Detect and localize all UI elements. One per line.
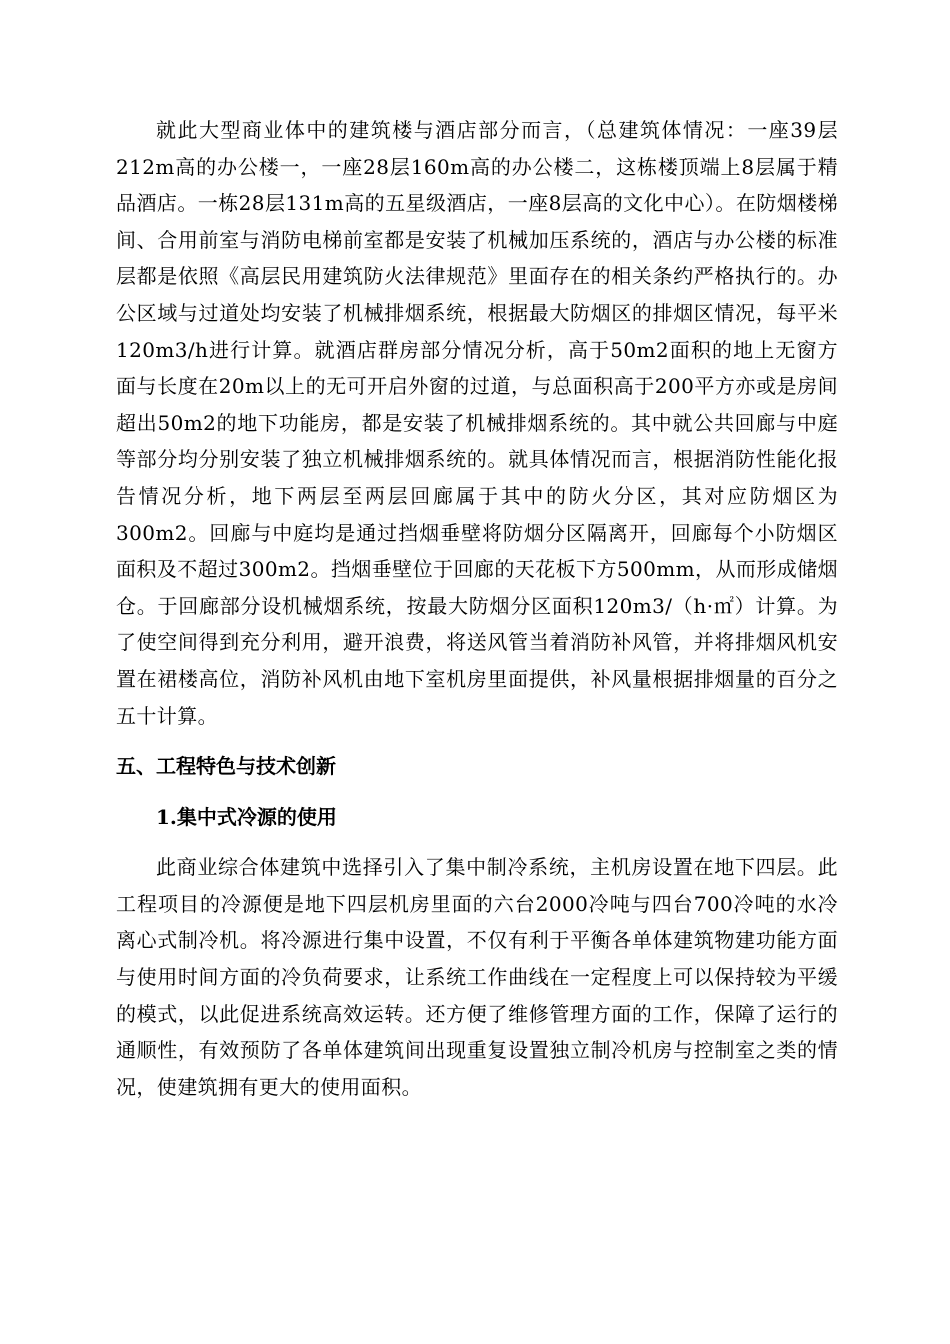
page-content xyxy=(116,112,838,1105)
body-paragraph-smoke-control: 就此大型商业体中的建筑楼与酒店部分而言，（总建筑体情况：一座39层212m高的办公楼一，一座28层160m高的办公楼二，这栋楼顶端上8层属于精品酒店。一栋28层131m高的五星级酒店，一座8层高的文化中心）。在防烟楼梯间、合用前室与消防电梯前室都是安装了机械加压系统的，酒店与办公楼的标准层都是依照《高层民用建筑防火法律规范》里面存在的相关条约严格执行的。办公区域与过道处均安装了机械排烟系统，根据最大防烟区的排烟区情况，每平米120m3/h进行计算。就酒店群房部分情况分析，高于50m2面积的地上无窗方面与长度在20m以上的无可开启外窗的过道，与总面积高于200平方亦或是房间超出50m2的地下功能房，都是安装了机械排烟系统的。其中就公共回廊与中庭等部分均分别安装了独立机械排烟系统的。就具体情况而言，根据消防性能化报告情况分析，地下两层至两层回廊属于其中的防火分区，其对应防烟区为300m2。回廊与中庭均是通过挡烟垂壁将防烟分区隔离开，回廊每个小防烟区面积及不超过300m2。挡烟垂壁位于回廊的天花板下方500mm，从而形成储烟仓。于回廊部分设机械烟系统，按最大防烟分区面积120m3/（h·㎡）计算。为了使空间得到充分利用，避开浪费，将送风管当着消防补风管，并将排烟风机安置在裙楼高位，消防补风机由地下室机房里面提供，补风量根据排烟量的百分之五十计算。 xyxy=(116,118,838,728)
body-paragraph-central-cooling: 此商业综合体建筑中选择引入了集中制冷系统，主机房设置在地下四层。此工程项目的冷源便是地下四层机房里面的六台2000冷吨与四台700冷吨的水冷离心式制冷机。将冷源进行集中设置，不仅有利于平衡各单体建筑物建功能方面与使用时间方面的冷负荷要求，让系统工作曲线在一定程度上可以保持较为平缓的模式，以此促进系统高效运转。还方便了维修管理方面的工作，保障了运行的通顺性，有效预防了各单体建筑间出现重复设置独立制冷机房与控制室之类的情况，使建筑拥有更大的使用面积。 xyxy=(116,855,838,1099)
subsection-heading: 1.集中式冷源的使用 xyxy=(156,804,337,829)
section-heading: 五、工程特色与技术创新 xyxy=(116,754,336,779)
